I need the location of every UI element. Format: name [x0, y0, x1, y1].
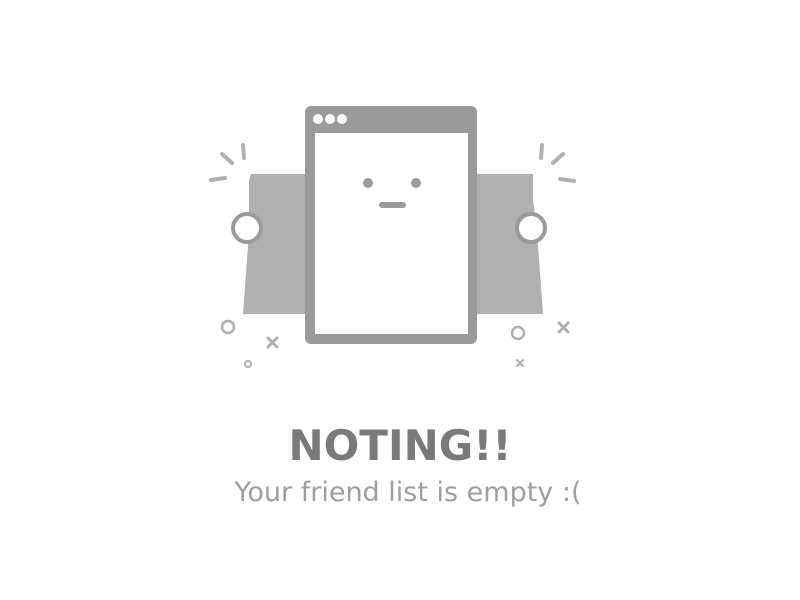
- confetti-cross: [517, 360, 523, 366]
- banner-left-flap: [243, 174, 307, 314]
- confetti-ring: [245, 361, 251, 367]
- window-dot-1: [313, 114, 323, 124]
- sparkle-lines-right: [541, 145, 574, 181]
- banner-right-flap: [475, 174, 543, 314]
- empty-state-message: Your friend list is empty :(: [234, 477, 582, 508]
- confetti-cross: [559, 323, 568, 332]
- confetti-ring: [222, 321, 234, 333]
- window-dot-3: [337, 114, 347, 124]
- face-mouth: [379, 202, 406, 208]
- left-hand-ring: [233, 214, 261, 242]
- empty-state-title: NOTING!!: [288, 421, 512, 470]
- face-left-eye: [363, 178, 373, 188]
- confetti-cross: [268, 338, 277, 347]
- browser-window-graphic: [305, 106, 477, 344]
- window-dot-2: [325, 114, 335, 124]
- sparkle-lines-left: [211, 145, 244, 180]
- window-body: [315, 133, 468, 334]
- right-hand-ring: [517, 214, 545, 242]
- face-right-eye: [411, 178, 421, 188]
- confetti-ring: [512, 327, 524, 339]
